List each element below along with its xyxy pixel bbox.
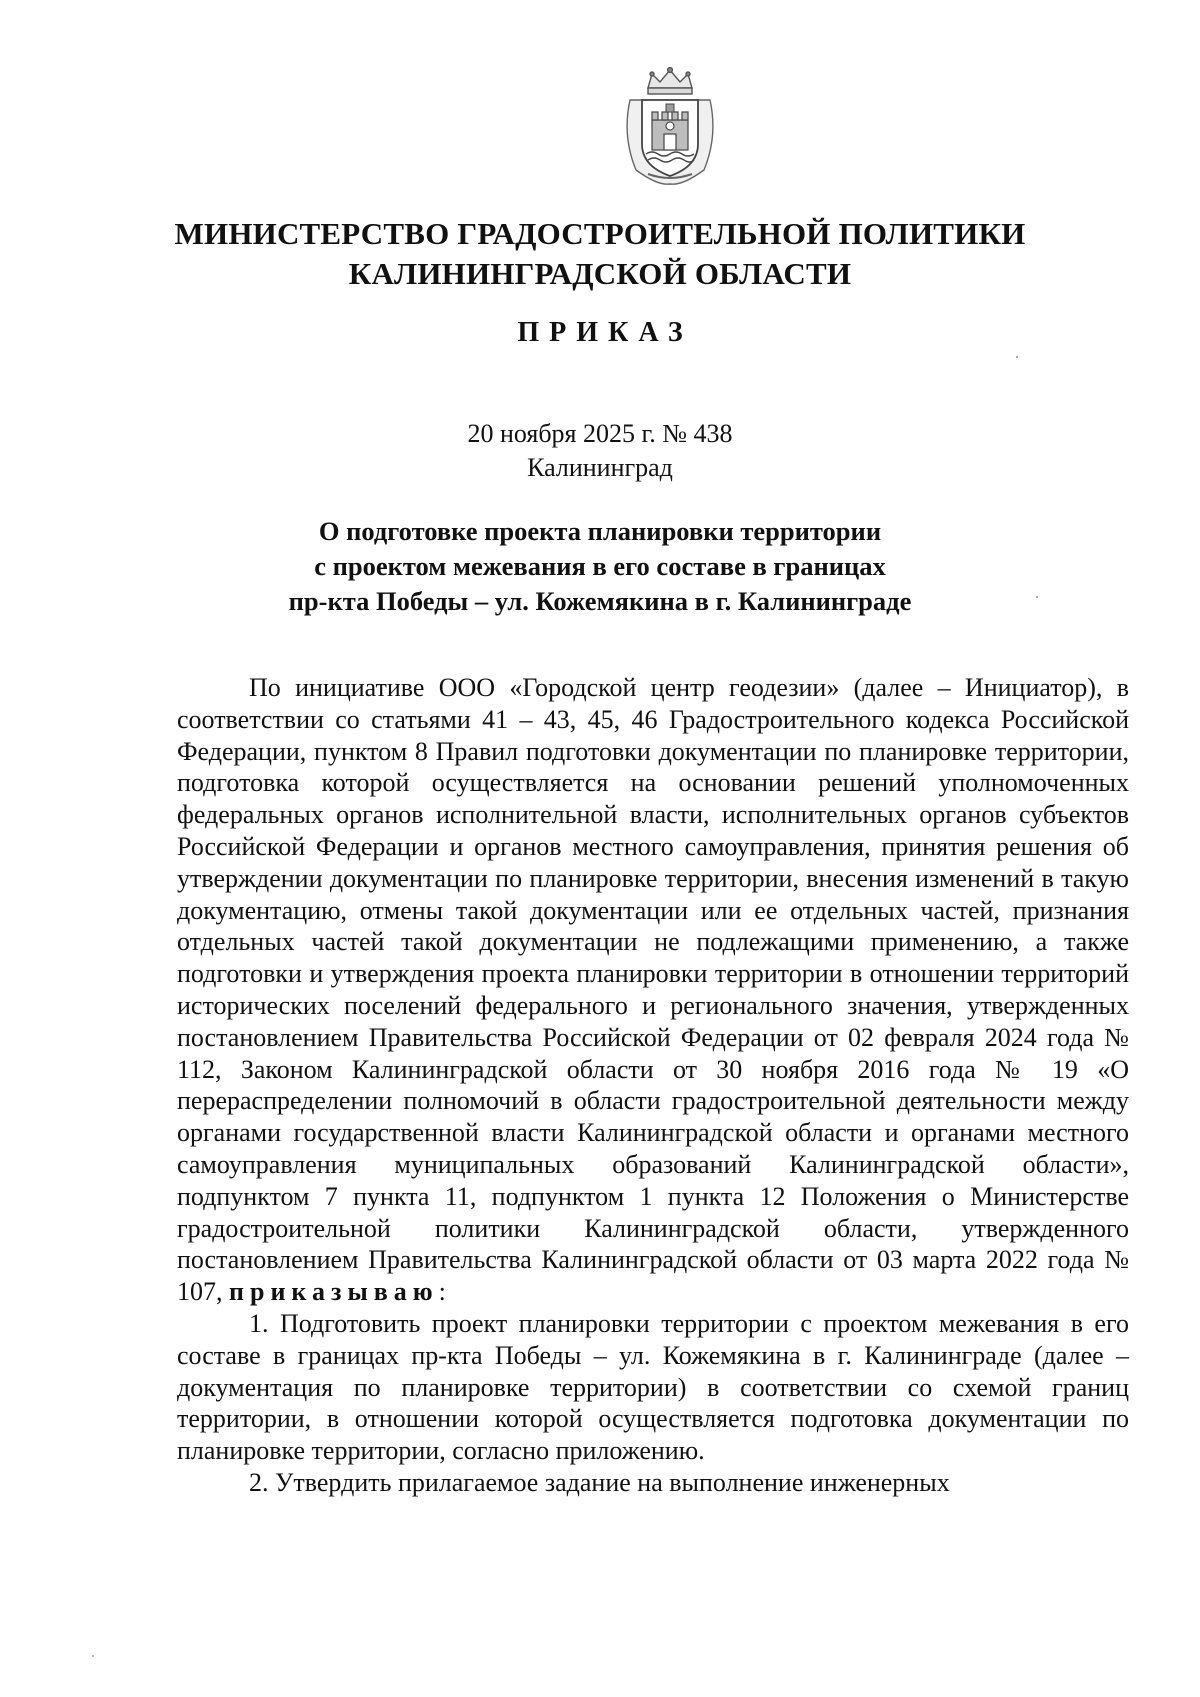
coat-of-arms-icon [618, 66, 722, 188]
scan-speck [1016, 356, 1018, 358]
date-number-block [0, 417, 1200, 485]
order-item-1: 1. Подготовить проект планировки территории с проектом межевания в его составе в границах пр-кта Победы – ул. Кожемякина в г. Калининграде (далее – документация по планировке территории) в соответствии со схемой границ территории, в отношении которой осуществляется подготовка документации по планировке территории, согласно приложению. [177, 1308, 1129, 1466]
order-word: приказываю [229, 1277, 439, 1307]
subject-line2: с проектом межевания в его составе в границах [314, 551, 886, 581]
subject-line3: пр-кта Победы – ул. Кожемякина в г. Калининграде [288, 586, 912, 616]
subject-line1: О подготовке проекта планировки территории [318, 516, 882, 546]
document-type-title: ПРИКАЗ [517, 317, 693, 348]
ministry-name [0, 214, 1200, 294]
ministry-name-line1: МИНИСТЕРСТВО ГРАДОСТРОИТЕЛЬНОЙ ПОЛИТИКИ [174, 216, 1026, 251]
date-and-number: 20 ноября 2025 г. № 438 [467, 419, 733, 448]
order-colon: : [438, 1277, 446, 1307]
order-item-2: 2. Утвердить прилагаемое задание на выполнение инженерных [249, 1467, 950, 1497]
preamble-paragraph [177, 672, 1129, 1308]
preamble-text: По инициативе ООО «Городской центр геодезии» (далее – Инициатор), в соответствии со статьями 41 – 43, 45, 46 Градостроительного кодекса Российской Федерации, пунктом 8 Правил подготовки документации по планировке территории, подготовка которой осуществляется на основании решений уполномоченных федеральных органов исполнительной власти, исполнительных органов субъектов Российской Федерации и органов местного самоуправления, принятия решения об утверждении документации по планировке территории, внесения изменений в такую документацию, отмены такой документации или ее отдельных частей, признания отдельных частей такой документации не подлежащими применению, а также подготовки и утверждения проекта планировки территории в отношении территорий исторических поселений федерального и регионального значения, утвержденных постановлением Правительства Российской Федерации от 02 февраля 2024 года № 112, Законом Калининградской области от 30 ноября 2016 года № 19 «О перераспределении полномочий в области градостроительной деятельности между органами государственной власти Калининградской области и органами местного самоуправления муниципальных образований Калининградской области», подпунктом 7 пункта 11, подпунктом 1 пункта 12 Положения о Министерстве градостроительной политики Калининградской области, утвержденного постановлением Правительства Калининградской области от 03 марта 2022 года № 107, [177, 673, 1129, 1307]
ministry-name-line2: КАЛИНИНГРАДСКОЙ ОБЛАСТИ [348, 256, 852, 291]
scan-speck [92, 1655, 94, 1657]
city: Калининград [527, 453, 673, 482]
order-body [177, 672, 1129, 1499]
scan-speck [1036, 596, 1038, 598]
order-subject [0, 514, 1200, 619]
